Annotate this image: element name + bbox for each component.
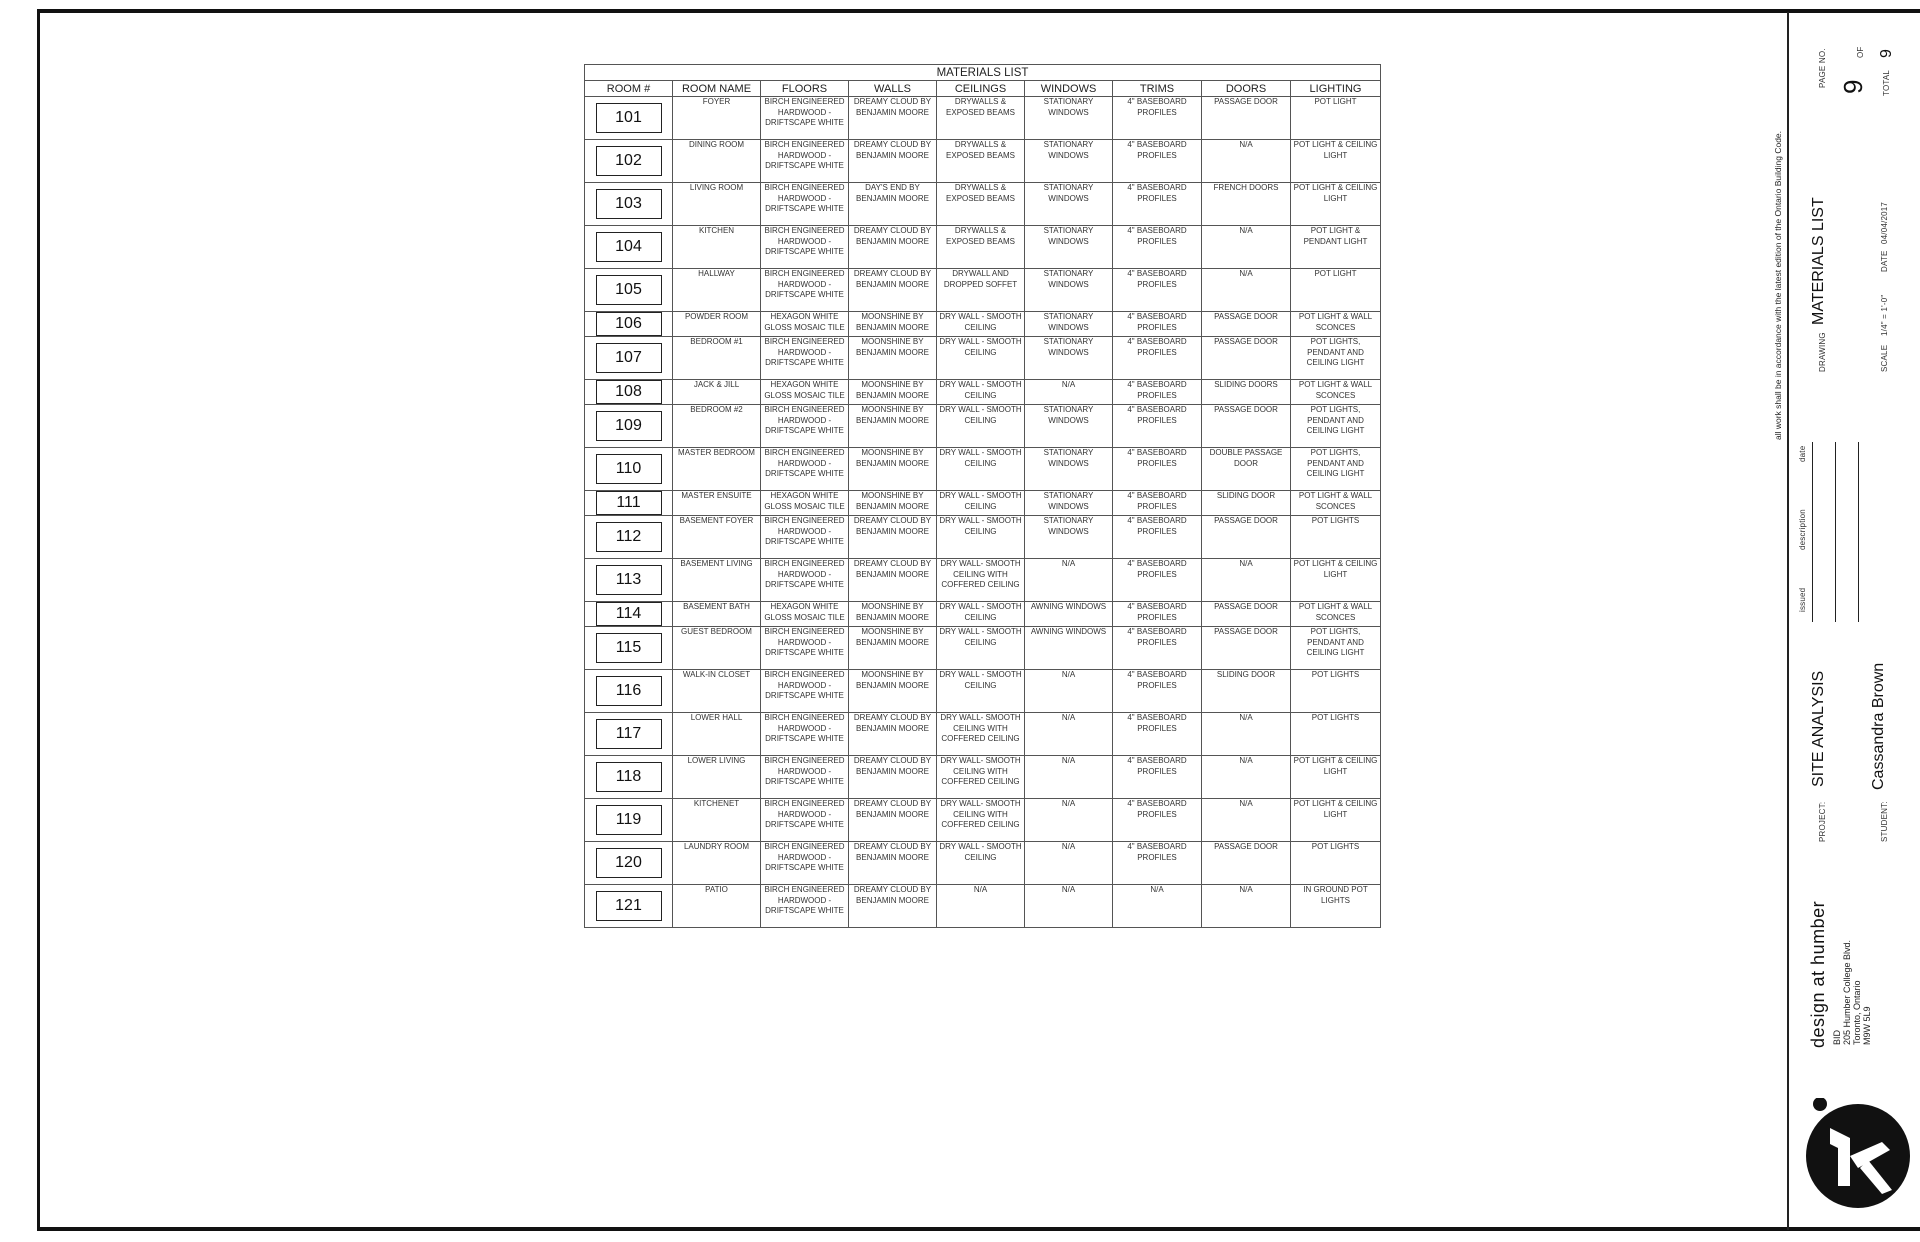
table-row [585, 799, 1381, 842]
cell-walls: DREAMY CLOUD BY BENJAMIN MOORE [849, 842, 937, 885]
room-number-box: 103 [596, 189, 662, 219]
cell-walls: MOONSHINE BY BENJAMIN MOORE [849, 380, 937, 405]
cell-ceilings: DRY WALL - SMOOTH CEILING [937, 670, 1025, 713]
cell-ceilings: DRYWALL AND DROPPED SOFFET [937, 269, 1025, 312]
room-number-box: 102 [596, 146, 662, 176]
room-number-box: 115 [596, 633, 662, 663]
cell-room-name: LIVING ROOM [673, 183, 761, 226]
col-header-doors: DOORS [1202, 81, 1291, 97]
cell-doors: N/A [1202, 885, 1291, 928]
student-label: STUDENT: [1880, 801, 1889, 842]
issued-line-2 [1835, 442, 1836, 622]
cell-room-name: BEDROOM #2 [673, 405, 761, 448]
cell-room-number [585, 516, 673, 559]
cell-lighting: POT LIGHT [1291, 269, 1381, 312]
table-row [585, 97, 1381, 140]
cell-walls: MOONSHINE BY BENJAMIN MOORE [849, 670, 937, 713]
cell-doors: N/A [1202, 559, 1291, 602]
cell-ceilings: DRY WALL - SMOOTH CEILING [937, 491, 1025, 516]
title-block-divider [1787, 12, 1789, 1230]
cell-ceilings: DRYWALLS & EXPOSED BEAMS [937, 226, 1025, 269]
table-row [585, 380, 1381, 405]
cell-floors: BIRCH ENGINEERED HARDWOOD - DRIFTSCAPE WHITE [761, 559, 849, 602]
cell-lighting: POT LIGHTS, PENDANT AND CEILING LIGHT [1291, 337, 1381, 380]
cell-room-number [585, 713, 673, 756]
cell-floors: BIRCH ENGINEERED HARDWOOD - DRIFTSCAPE WHITE [761, 713, 849, 756]
address-line-2: 205 Humber College Blvd. [1842, 939, 1852, 1045]
student-name: Cassandra Brown [1870, 662, 1887, 790]
room-number-box: 107 [596, 343, 662, 373]
table-row [585, 337, 1381, 380]
building-code-note: all work shall be in accordance with the latest edition of the Ontario Building Code. [1773, 130, 1783, 440]
cell-room-number [585, 670, 673, 713]
cell-floors: HEXAGON WHITE GLOSS MOSAIC TILE [761, 491, 849, 516]
cell-trims: 4" BASEBOARD PROFILES [1113, 226, 1202, 269]
cell-room-name: JACK & JILL [673, 380, 761, 405]
cell-windows: N/A [1025, 799, 1113, 842]
cell-lighting: POT LIGHT & WALL SCONCES [1291, 312, 1381, 337]
cell-walls: DREAMY CLOUD BY BENJAMIN MOORE [849, 713, 937, 756]
room-number-box: 104 [596, 232, 662, 262]
address-line-1: BID [1832, 1029, 1842, 1045]
table-row [585, 226, 1381, 269]
cell-lighting: POT LIGHTS [1291, 713, 1381, 756]
cell-windows: STATIONARY WINDOWS [1025, 337, 1113, 380]
cell-room-number [585, 799, 673, 842]
cell-trims: 4" BASEBOARD PROFILES [1113, 337, 1202, 380]
cell-windows: N/A [1025, 885, 1113, 928]
total-label: TOTAL [1882, 69, 1891, 96]
cell-floors: BIRCH ENGINEERED HARDWOOD - DRIFTSCAPE WHITE [761, 885, 849, 928]
cell-doors: N/A [1202, 140, 1291, 183]
cell-doors: SLIDING DOOR [1202, 491, 1291, 516]
cell-doors: PASSAGE DOOR [1202, 405, 1291, 448]
cell-walls: DAY'S END BY BENJAMIN MOORE [849, 183, 937, 226]
col-header-room-name: ROOM NAME [673, 81, 761, 97]
cell-trims: N/A [1113, 885, 1202, 928]
cell-windows: N/A [1025, 559, 1113, 602]
page-number: 9 [1838, 79, 1868, 94]
room-number-box: 116 [596, 676, 662, 706]
cell-doors: DOUBLE PASSAGE DOOR [1202, 448, 1291, 491]
cell-trims: 4" BASEBOARD PROFILES [1113, 842, 1202, 885]
cell-room-name: WALK-IN CLOSET [673, 670, 761, 713]
cell-windows: STATIONARY WINDOWS [1025, 183, 1113, 226]
cell-walls: DREAMY CLOUD BY BENJAMIN MOORE [849, 140, 937, 183]
col-header-trims: TRIMS [1113, 81, 1202, 97]
cell-doors: PASSAGE DOOR [1202, 602, 1291, 627]
table-row [585, 405, 1381, 448]
cell-doors: PASSAGE DOOR [1202, 627, 1291, 670]
cell-lighting: POT LIGHT & WALL SCONCES [1291, 380, 1381, 405]
col-header-room-number: ROOM # [585, 81, 673, 97]
cell-trims: 4" BASEBOARD PROFILES [1113, 713, 1202, 756]
cell-windows: STATIONARY WINDOWS [1025, 140, 1113, 183]
cell-trims: 4" BASEBOARD PROFILES [1113, 559, 1202, 602]
date-column-label: date [1798, 445, 1807, 462]
cell-windows: N/A [1025, 842, 1113, 885]
cell-floors: BIRCH ENGINEERED HARDWOOD - DRIFTSCAPE WHITE [761, 140, 849, 183]
cell-trims: 4" BASEBOARD PROFILES [1113, 602, 1202, 627]
cell-trims: 4" BASEBOARD PROFILES [1113, 269, 1202, 312]
cell-ceilings: DRY WALL - SMOOTH CEILING [937, 448, 1025, 491]
cell-ceilings: N/A [937, 885, 1025, 928]
room-number-box: 120 [596, 848, 662, 878]
cell-lighting: POT LIGHTS, PENDANT AND CEILING LIGHT [1291, 627, 1381, 670]
drawing-label: DRAWING [1818, 332, 1827, 372]
cell-windows: STATIONARY WINDOWS [1025, 226, 1113, 269]
room-number-box: 106 [596, 312, 662, 336]
materials-table-body [585, 97, 1381, 928]
cell-room-number [585, 559, 673, 602]
cell-walls: DREAMY CLOUD BY BENJAMIN MOORE [849, 516, 937, 559]
cell-trims: 4" BASEBOARD PROFILES [1113, 380, 1202, 405]
description-label: description [1798, 509, 1807, 550]
issued-line-1 [1812, 442, 1813, 622]
scale-label: SCALE [1880, 344, 1889, 372]
cell-room-number [585, 842, 673, 885]
cell-doors: SLIDING DOORS [1202, 380, 1291, 405]
cell-ceilings: DRY WALL- SMOOTH CEILING WITH COFFERED CEILING [937, 559, 1025, 602]
cell-windows: STATIONARY WINDOWS [1025, 491, 1113, 516]
humber-logo-icon [1800, 1098, 1910, 1208]
cell-trims: 4" BASEBOARD PROFILES [1113, 97, 1202, 140]
cell-windows: STATIONARY WINDOWS [1025, 405, 1113, 448]
cell-floors: BIRCH ENGINEERED HARDWOOD - DRIFTSCAPE WHITE [761, 183, 849, 226]
cell-trims: 4" BASEBOARD PROFILES [1113, 312, 1202, 337]
cell-room-name: POWDER ROOM [673, 312, 761, 337]
cell-doors: PASSAGE DOOR [1202, 337, 1291, 380]
cell-doors: PASSAGE DOOR [1202, 312, 1291, 337]
cell-floors: BIRCH ENGINEERED HARDWOOD - DRIFTSCAPE WHITE [761, 226, 849, 269]
cell-floors: HEXAGON WHITE GLOSS MOSAIC TILE [761, 312, 849, 337]
table-row [585, 448, 1381, 491]
cell-windows: N/A [1025, 713, 1113, 756]
table-row [585, 670, 1381, 713]
cell-windows: N/A [1025, 756, 1113, 799]
cell-room-name: FOYER [673, 97, 761, 140]
room-number-box: 105 [596, 275, 662, 305]
cell-ceilings: DRYWALLS & EXPOSED BEAMS [937, 183, 1025, 226]
cell-floors: BIRCH ENGINEERED HARDWOOD - DRIFTSCAPE WHITE [761, 448, 849, 491]
cell-room-number [585, 97, 673, 140]
cell-lighting: POT LIGHTS [1291, 842, 1381, 885]
scale-value: 1/4" = 1'-0" [1880, 294, 1889, 336]
table-row [585, 842, 1381, 885]
cell-floors: BIRCH ENGINEERED HARDWOOD - DRIFTSCAPE WHITE [761, 97, 849, 140]
cell-lighting: POT LIGHT & CEILING LIGHT [1291, 756, 1381, 799]
table-row [585, 627, 1381, 670]
address-line-3: Toronto, Ontario [1852, 980, 1862, 1045]
cell-doors: N/A [1202, 226, 1291, 269]
cell-doors: SLIDING DOOR [1202, 670, 1291, 713]
table-row [585, 183, 1381, 226]
cell-walls: MOONSHINE BY BENJAMIN MOORE [849, 405, 937, 448]
materials-table [584, 64, 1381, 928]
cell-floors: BIRCH ENGINEERED HARDWOOD - DRIFTSCAPE WHITE [761, 627, 849, 670]
table-row [585, 491, 1381, 516]
room-number-box: 108 [596, 380, 662, 404]
date-value: 04/04/2017 [1880, 201, 1889, 244]
cell-walls: MOONSHINE BY BENJAMIN MOORE [849, 627, 937, 670]
table-title: MATERIALS LIST [585, 65, 1381, 81]
cell-doors: N/A [1202, 799, 1291, 842]
cell-doors: N/A [1202, 713, 1291, 756]
cell-room-name: LAUNDRY ROOM [673, 842, 761, 885]
cell-windows: N/A [1025, 380, 1113, 405]
cell-room-name: HALLWAY [673, 269, 761, 312]
cell-lighting: POT LIGHTS [1291, 516, 1381, 559]
cell-room-number [585, 140, 673, 183]
drawing-title: MATERIALS LIST [1810, 197, 1827, 325]
room-number-box: 109 [596, 411, 662, 441]
col-header-walls: WALLS [849, 81, 937, 97]
cell-room-name: LOWER LIVING [673, 756, 761, 799]
table-row [585, 602, 1381, 627]
cell-floors: BIRCH ENGINEERED HARDWOOD - DRIFTSCAPE WHITE [761, 269, 849, 312]
cell-lighting: IN GROUND POT LIGHTS [1291, 885, 1381, 928]
table-row [585, 756, 1381, 799]
cell-walls: MOONSHINE BY BENJAMIN MOORE [849, 448, 937, 491]
cell-ceilings: DRYWALLS & EXPOSED BEAMS [937, 140, 1025, 183]
room-number-box: 119 [596, 805, 662, 835]
cell-room-number [585, 756, 673, 799]
cell-lighting: POT LIGHT & CEILING LIGHT [1291, 799, 1381, 842]
cell-room-number [585, 380, 673, 405]
table-row [585, 140, 1381, 183]
cell-doors: PASSAGE DOOR [1202, 516, 1291, 559]
project-name: SITE ANALYSIS [1810, 670, 1827, 787]
cell-room-number [585, 405, 673, 448]
address-block [1832, 940, 1872, 1045]
cell-room-number [585, 448, 673, 491]
cell-floors: BIRCH ENGINEERED HARDWOOD - DRIFTSCAPE WHITE [761, 337, 849, 380]
cell-lighting: POT LIGHT & PENDANT LIGHT [1291, 226, 1381, 269]
cell-lighting: POT LIGHTS, PENDANT AND CEILING LIGHT [1291, 405, 1381, 448]
col-header-windows: WINDOWS [1025, 81, 1113, 97]
cell-windows: STATIONARY WINDOWS [1025, 97, 1113, 140]
room-number-box: 114 [596, 602, 662, 626]
cell-walls: DREAMY CLOUD BY BENJAMIN MOORE [849, 885, 937, 928]
room-number-box: 111 [596, 491, 662, 515]
cell-walls: DREAMY CLOUD BY BENJAMIN MOORE [849, 226, 937, 269]
project-label: PROJECT: [1818, 801, 1827, 842]
issued-label: issued [1798, 587, 1807, 612]
cell-room-name: KITCHENET [673, 799, 761, 842]
cell-room-name: DINING ROOM [673, 140, 761, 183]
cell-doors: PASSAGE DOOR [1202, 97, 1291, 140]
cell-ceilings: DRY WALL - SMOOTH CEILING [937, 602, 1025, 627]
cell-room-name: MASTER ENSUITE [673, 491, 761, 516]
cell-floors: BIRCH ENGINEERED HARDWOOD - DRIFTSCAPE WHITE [761, 405, 849, 448]
col-header-ceilings: CEILINGS [937, 81, 1025, 97]
cell-room-number [585, 885, 673, 928]
cell-room-name: KITCHEN [673, 226, 761, 269]
cell-lighting: POT LIGHT & CEILING LIGHT [1291, 140, 1381, 183]
cell-room-name: BEDROOM #1 [673, 337, 761, 380]
cell-doors: N/A [1202, 269, 1291, 312]
cell-ceilings: DRY WALL - SMOOTH CEILING [937, 337, 1025, 380]
cell-walls: MOONSHINE BY BENJAMIN MOORE [849, 491, 937, 516]
room-number-box: 112 [596, 522, 662, 552]
page-no-label: PAGE NO. [1818, 48, 1827, 88]
brand-wordmark: design at humber [1808, 900, 1828, 1048]
room-number-box: 101 [596, 103, 662, 133]
cell-ceilings: DRY WALL - SMOOTH CEILING [937, 627, 1025, 670]
cell-room-number [585, 337, 673, 380]
cell-trims: 4" BASEBOARD PROFILES [1113, 670, 1202, 713]
cell-lighting: POT LIGHT & WALL SCONCES [1291, 602, 1381, 627]
cell-floors: BIRCH ENGINEERED HARDWOOD - DRIFTSCAPE WHITE [761, 799, 849, 842]
cell-windows: AWNING WINDOWS [1025, 602, 1113, 627]
cell-ceilings: DRY WALL- SMOOTH CEILING WITH COFFERED CEILING [937, 756, 1025, 799]
cell-trims: 4" BASEBOARD PROFILES [1113, 405, 1202, 448]
table-row [585, 885, 1381, 928]
cell-room-name: LOWER HALL [673, 713, 761, 756]
cell-room-name: BASEMENT FOYER [673, 516, 761, 559]
cell-floors: BIRCH ENGINEERED HARDWOOD - DRIFTSCAPE WHITE [761, 516, 849, 559]
cell-ceilings: DRY WALL - SMOOTH CEILING [937, 380, 1025, 405]
cell-trims: 4" BASEBOARD PROFILES [1113, 183, 1202, 226]
cell-lighting: POT LIGHTS, PENDANT AND CEILING LIGHT [1291, 448, 1381, 491]
cell-room-name: PATIO [673, 885, 761, 928]
cell-walls: DREAMY CLOUD BY BENJAMIN MOORE [849, 799, 937, 842]
cell-room-number [585, 312, 673, 337]
cell-room-number [585, 602, 673, 627]
table-row [585, 269, 1381, 312]
cell-walls: MOONSHINE BY BENJAMIN MOORE [849, 337, 937, 380]
cell-floors: HEXAGON WHITE GLOSS MOSAIC TILE [761, 602, 849, 627]
cell-ceilings: DRY WALL - SMOOTH CEILING [937, 405, 1025, 448]
cell-room-name: MASTER BEDROOM [673, 448, 761, 491]
cell-ceilings: DRY WALL - SMOOTH CEILING [937, 516, 1025, 559]
room-number-box: 121 [596, 891, 662, 921]
col-header-lighting: LIGHTING [1291, 81, 1381, 97]
cell-room-name: BASEMENT BATH [673, 602, 761, 627]
cell-windows: STATIONARY WINDOWS [1025, 312, 1113, 337]
issued-line-3 [1858, 442, 1859, 622]
room-number-box: 118 [596, 762, 662, 792]
cell-lighting: POT LIGHT & CEILING LIGHT [1291, 559, 1381, 602]
cell-trims: 4" BASEBOARD PROFILES [1113, 491, 1202, 516]
cell-ceilings: DRY WALL- SMOOTH CEILING WITH COFFERED CEILING [937, 799, 1025, 842]
cell-ceilings: DRY WALL - SMOOTH CEILING [937, 842, 1025, 885]
cell-windows: STATIONARY WINDOWS [1025, 448, 1113, 491]
cell-room-name: BASEMENT LIVING [673, 559, 761, 602]
cell-windows: N/A [1025, 670, 1113, 713]
cell-ceilings: DRY WALL- SMOOTH CEILING WITH COFFERED CEILING [937, 713, 1025, 756]
cell-room-number [585, 183, 673, 226]
cell-room-number [585, 226, 673, 269]
cell-lighting: POT LIGHT [1291, 97, 1381, 140]
cell-room-name: GUEST BEDROOM [673, 627, 761, 670]
cell-walls: DREAMY CLOUD BY BENJAMIN MOORE [849, 97, 937, 140]
cell-lighting: POT LIGHT & WALL SCONCES [1291, 491, 1381, 516]
cell-walls: MOONSHINE BY BENJAMIN MOORE [849, 602, 937, 627]
cell-trims: 4" BASEBOARD PROFILES [1113, 140, 1202, 183]
cell-walls: MOONSHINE BY BENJAMIN MOORE [849, 312, 937, 337]
cell-floors: BIRCH ENGINEERED HARDWOOD - DRIFTSCAPE WHITE [761, 842, 849, 885]
cell-floors: HEXAGON WHITE GLOSS MOSAIC TILE [761, 380, 849, 405]
cell-trims: 4" BASEBOARD PROFILES [1113, 448, 1202, 491]
table-row [585, 312, 1381, 337]
col-header-floors: FLOORS [761, 81, 849, 97]
cell-windows: STATIONARY WINDOWS [1025, 516, 1113, 559]
cell-room-number [585, 491, 673, 516]
total-pages: 9 [1878, 49, 1895, 58]
cell-ceilings: DRY WALL - SMOOTH CEILING [937, 312, 1025, 337]
cell-trims: 4" BASEBOARD PROFILES [1113, 756, 1202, 799]
cell-room-number [585, 269, 673, 312]
cell-windows: AWNING WINDOWS [1025, 627, 1113, 670]
room-number-box: 117 [596, 719, 662, 749]
room-number-box: 110 [596, 454, 662, 484]
address-line-4: M9W 5L9 [1862, 1006, 1872, 1045]
cell-trims: 4" BASEBOARD PROFILES [1113, 516, 1202, 559]
cell-doors: N/A [1202, 756, 1291, 799]
cell-floors: BIRCH ENGINEERED HARDWOOD - DRIFTSCAPE WHITE [761, 670, 849, 713]
table-row [585, 516, 1381, 559]
table-row [585, 559, 1381, 602]
cell-ceilings: DRYWALLS & EXPOSED BEAMS [937, 97, 1025, 140]
cell-walls: DREAMY CLOUD BY BENJAMIN MOORE [849, 269, 937, 312]
cell-floors: BIRCH ENGINEERED HARDWOOD - DRIFTSCAPE WHITE [761, 756, 849, 799]
cell-walls: DREAMY CLOUD BY BENJAMIN MOORE [849, 756, 937, 799]
room-number-box: 113 [596, 565, 662, 595]
cell-trims: 4" BASEBOARD PROFILES [1113, 799, 1202, 842]
cell-lighting: POT LIGHTS [1291, 670, 1381, 713]
cell-trims: 4" BASEBOARD PROFILES [1113, 627, 1202, 670]
of-label: OF [1856, 46, 1865, 58]
cell-room-number [585, 627, 673, 670]
table-row [585, 713, 1381, 756]
date-label: DATE [1880, 250, 1889, 272]
cell-windows: STATIONARY WINDOWS [1025, 269, 1113, 312]
cell-doors: PASSAGE DOOR [1202, 842, 1291, 885]
cell-doors: FRENCH DOORS [1202, 183, 1291, 226]
cell-lighting: POT LIGHT & CEILING LIGHT [1291, 183, 1381, 226]
cell-walls: DREAMY CLOUD BY BENJAMIN MOORE [849, 559, 937, 602]
